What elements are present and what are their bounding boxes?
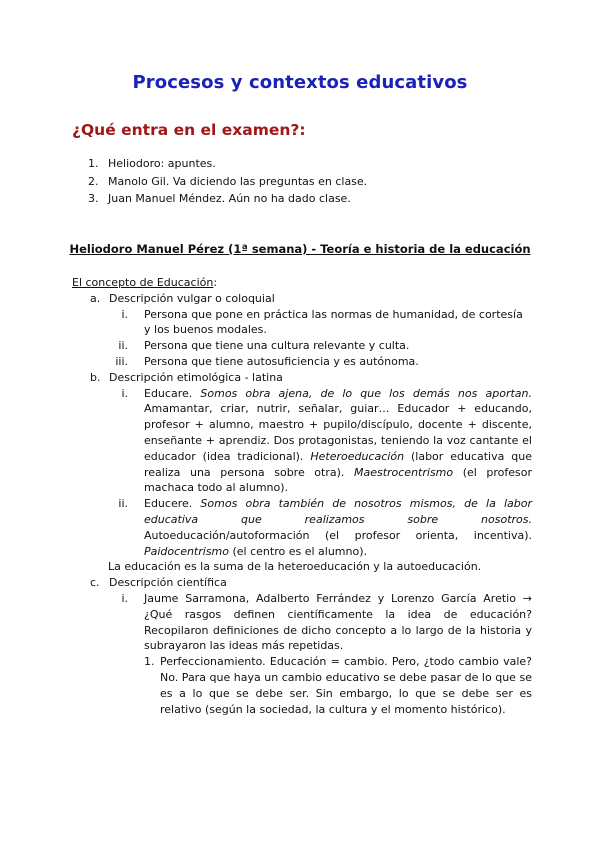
- outline-label: Descripción etimológica - latina: [109, 370, 283, 384]
- outline-subsubitem: [72, 654, 532, 717]
- outline-subitem-educere: [72, 496, 532, 559]
- concept-title-row: [72, 275, 532, 291]
- outline-text-italic: Somos obra también de nosotros mismos, de la labor educativa que realizamos sobre nosotros.: [144, 497, 532, 526]
- outline-text: Persona que tiene autosuficiencia y es autónoma.: [144, 354, 419, 368]
- outline-item-a: [72, 291, 532, 307]
- outline-text-italic: Somos obra ajena, de lo que los demás nos aportan.: [200, 386, 533, 400]
- outline-item-c: [72, 575, 532, 591]
- outline-text: (labor educativa que realiza una persona sobre otra).: [144, 449, 532, 479]
- outline-subitem-scientific: [72, 591, 532, 654]
- outline-marker: b.: [90, 370, 101, 384]
- outline-marker: c.: [90, 576, 100, 590]
- outline-text-italic: Maestrocentrismo: [353, 465, 454, 479]
- outline-marker: ii.: [118, 497, 128, 511]
- outline-text: Perfeccionamiento. Educación = cambio. Pero, ¿todo cambio vale? No. Para que haya un cambio educativo se debe pasar de lo que se es a lo que se debe ser. Sin embargo, lo que se debe ser es relativo (según la sociedad, la cultura y el momento histórico).: [160, 655, 532, 716]
- outline-text: Educare.: [144, 386, 201, 400]
- outline-subitem-educare: [72, 386, 532, 497]
- outline-text: (el profesor machaca todo al alumno).: [144, 465, 532, 495]
- outline-subitem: [72, 307, 532, 339]
- outline-label: Descripción científica: [109, 576, 227, 590]
- outline-marker: a.: [90, 291, 101, 305]
- outline-subitem: [72, 354, 532, 370]
- outline-text: Autoeducación/autoformación (el profesor orienta, incentiva).: [144, 528, 532, 542]
- outline-text: Persona que tiene una cultura relevante y culta.: [144, 339, 410, 353]
- outline-marker: i.: [121, 386, 128, 400]
- summary-line: La educación es la suma de la heteroeducación y la autoeducación.: [108, 560, 482, 574]
- concept-colon: :: [213, 276, 218, 289]
- list-marker: 1.: [88, 157, 99, 170]
- outline-marker: 1.: [144, 655, 155, 669]
- list-item: [72, 173, 532, 191]
- outline-marker: ii.: [118, 339, 128, 353]
- outline-text: Jaume Sarramona, Adalberto Ferrández y Lorenzo García Aretio → ¿Qué rasgos definen científicamente la idea de educación? Recopilaron definiciones de dicho concepto a lo largo de la historia y subrayaron las ideas más repetidas.: [144, 591, 532, 653]
- list-item: [72, 155, 532, 173]
- section-heading: Heliodoro Manuel Pérez (1ª semana) - Teoría e historia de la educación: [69, 242, 531, 256]
- outline-label: Descripción vulgar o coloquial: [109, 291, 275, 305]
- exam-heading: ¿Qué entra en el examen?:: [72, 121, 306, 139]
- list-marker: 2.: [88, 174, 99, 188]
- outline-subitem: [72, 338, 532, 354]
- list-item: [72, 190, 532, 208]
- outline-text: Amamantar, criar, nutrir, señalar, guiar… Educador + educando, profesor + alumno, maestro + pupilo/discípulo, docente + discente, enseñante + aprendiz. Dos protagonistas, teniendo la voz cantante el educador (idea tradicional).: [144, 402, 532, 463]
- outline-text: (el centro es el alumno).: [229, 544, 368, 558]
- list-item-text: Heliodoro: apuntes.: [108, 157, 216, 170]
- list-item-text: Juan Manuel Méndez. Aún no ha dado clase.: [108, 192, 351, 205]
- section-content: [72, 275, 532, 717]
- outline-marker: i.: [121, 591, 128, 605]
- outline-marker: i.: [121, 307, 128, 321]
- outline-text: Persona que pone en práctica las normas de humanidad, de cortesía y los buenos modales.: [144, 307, 523, 337]
- exam-list: [72, 155, 532, 208]
- outline-text-italic: Paidocentrismo: [144, 544, 229, 558]
- list-marker: 3.: [88, 192, 99, 205]
- document-title: Procesos y contextos educativos: [132, 72, 468, 93]
- outline-item-b: [72, 370, 532, 386]
- list-item-text: Manolo Gil. Va diciendo las preguntas en clase.: [108, 174, 368, 188]
- outline-marker: iii.: [115, 354, 128, 368]
- outline-text: Educere.: [144, 497, 201, 511]
- outline-text-italic: Heteroeducación: [310, 449, 405, 463]
- concept-title: El concepto de Educación: [72, 276, 214, 289]
